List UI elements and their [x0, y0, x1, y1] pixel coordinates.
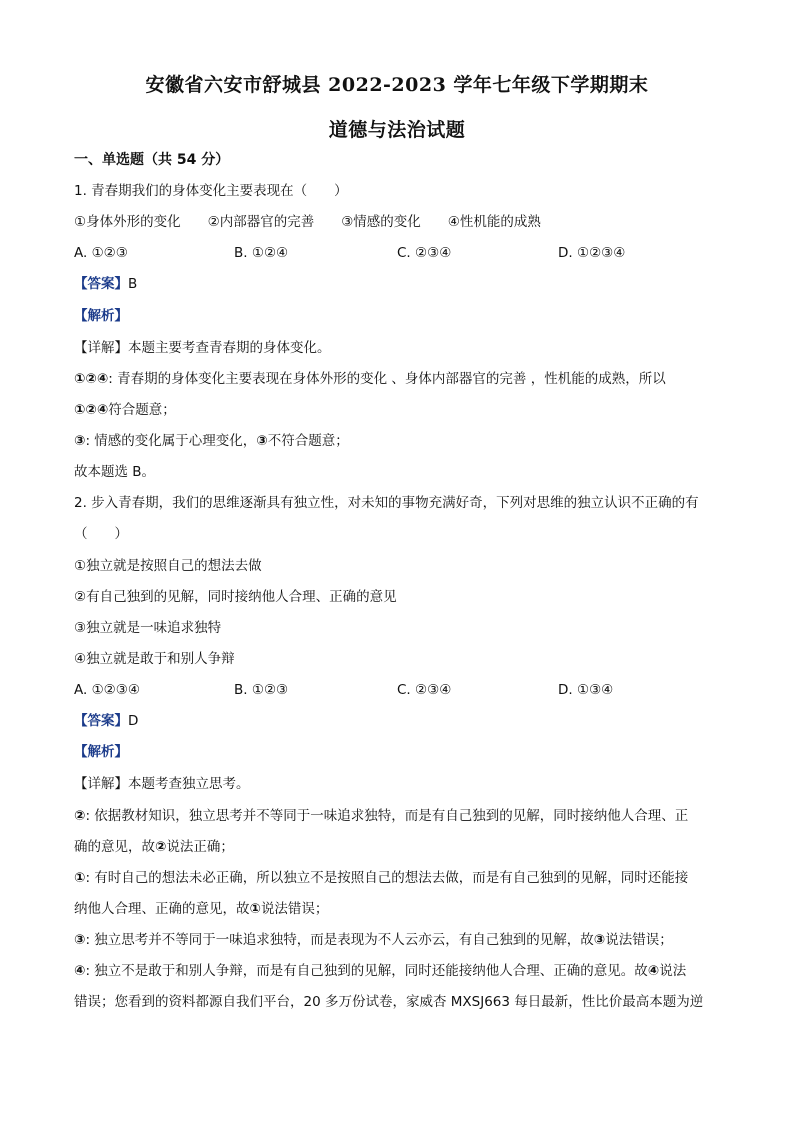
q2-explanation-4a [74, 961, 686, 981]
explanation-text: 说法正确； [166, 839, 234, 855]
q1-answer [74, 274, 137, 294]
q1-items: ①身体外形的变化 ②内部器官的完善 ③情感的变化 ④性机能的成熟 [74, 214, 541, 230]
explanation-text: 说法错误； [605, 932, 673, 948]
q2-option-b: B. ①②③ [234, 682, 289, 698]
explanation-text: 确的意见，故 [74, 839, 155, 855]
q1-explanation-1 [74, 369, 666, 389]
q1-conclusion: 故本题选 B。 [74, 464, 156, 480]
mark: ② [74, 808, 86, 824]
q1-stem: 1. 青春期我们的身体变化主要表现在（ ） [74, 183, 348, 199]
q1-option-c: C. ②③④ [397, 245, 452, 261]
explanation-text: 不符合题意； [267, 433, 349, 449]
document-title: 安徽省六安市舒城县 2022-2023 学年七年级下学期期末 [145, 74, 649, 96]
mark: ③ [74, 932, 86, 948]
analysis-tag: 【解析】 [74, 744, 128, 760]
answer-tag: 【答案】 [74, 276, 128, 292]
q2-detail [74, 774, 250, 794]
mark: ① [249, 901, 261, 917]
section-heading: 一、单选题（共 54 分） [74, 152, 230, 168]
q1-option-a: A. ①②③ [74, 245, 128, 261]
mark: ①②④ [74, 371, 109, 387]
q2-stem-bracket: （ ） [74, 526, 128, 542]
q2-option-a: A. ①②③④ [74, 682, 140, 698]
mark: ①②④ [74, 402, 109, 418]
q2-item-4: ④独立就是敢于和别人争辩 [74, 651, 235, 667]
q2-stem: 2. 步入青春期，我们的思维逐渐具有独立性，对未知的事物充满好奇，下列对思维的独立认识不正确的有 [74, 495, 699, 511]
explanation-text: 符合题意； [108, 402, 176, 418]
detail-text: 本题考查独立思考。 [128, 776, 250, 792]
q2-item-3: ③独立就是一味追求独特 [74, 620, 222, 636]
q2-analysis-tag [74, 742, 128, 762]
mark: ② [155, 839, 167, 855]
detail-tag: 【详解】 [74, 340, 128, 356]
q1-option-b: B. ①②④ [234, 245, 289, 261]
q1-analysis-tag [74, 306, 128, 326]
q2-option-c: C. ②③④ [397, 682, 452, 698]
answer-value: D [128, 713, 139, 729]
explanation-text: 说法 [659, 963, 687, 979]
explanation-text: 说法错误； [260, 901, 329, 917]
analysis-tag: 【解析】 [74, 308, 128, 324]
explanation-text: 纳他人合理、正确的意见，故 [74, 901, 250, 917]
q2-explanation-1a [74, 806, 688, 826]
q2-explanation-2b [74, 899, 328, 919]
q2-explanation-1b [74, 837, 234, 857]
q1-option-d: D. ①②③④ [558, 245, 626, 261]
mark: ③ [593, 932, 606, 948]
q1-explanation-2 [74, 431, 349, 451]
explanation-text: : 情感的变化属于心理变化， [85, 433, 257, 449]
q2-explanation-4b: 错误；您看到的资料都源自我们平台，20 多万份试卷，家威杏 MXSJ663 每日最新，性比价最高本题为逆 [74, 994, 704, 1010]
explanation-text: : 独立思考并不等同于一味追求独特，而是表现为不人云亦云，有自己独到的见解，故 [85, 932, 594, 948]
answer-value: B [128, 276, 138, 292]
mark: ④ [647, 963, 660, 979]
explanation-text: : 依据教材知识，独立思考并不等同于一味追求独特，而是有自己独到的见解，同时接纳他人合理、正 [85, 808, 689, 824]
document-subtitle: 道德与法治试题 [328, 119, 466, 141]
mark: ③ [256, 433, 268, 449]
q2-item-1: ①独立就是按照自己的想法去做 [74, 558, 262, 574]
explanation-text: : 独立不是敢于和别人争辩，而是有自己独到的见解，同时还能接纳他人合理、正确的意见。故 [85, 963, 648, 979]
q1-detail [74, 338, 331, 358]
q2-option-d: D. ①③④ [558, 682, 614, 698]
mark: ④ [74, 963, 86, 979]
explanation-text: : 有时自己的想法未必正确，所以独立不是按照自己的想法去做，而是有自己独到的见解，同时还能接 [85, 870, 689, 886]
q2-answer [74, 711, 138, 731]
mark: ③ [74, 433, 86, 449]
explanation-text: : 青春期的身体变化主要表现在身体外形的变化 、身体内部器官的完善 ，性机能的成熟，所以 [108, 371, 666, 387]
q2-item-2: ②有自己独到的见解，同时接纳他人合理、正确的意见 [74, 589, 397, 605]
answer-tag: 【答案】 [74, 713, 128, 729]
mark: ① [74, 870, 86, 886]
q2-explanation-3 [74, 930, 673, 950]
q1-explanation-1b [74, 400, 176, 420]
q2-explanation-2a [74, 868, 688, 888]
detail-tag: 【详解】 [74, 776, 128, 792]
detail-text: 本题主要考查青春期的身体变化。 [128, 340, 331, 356]
